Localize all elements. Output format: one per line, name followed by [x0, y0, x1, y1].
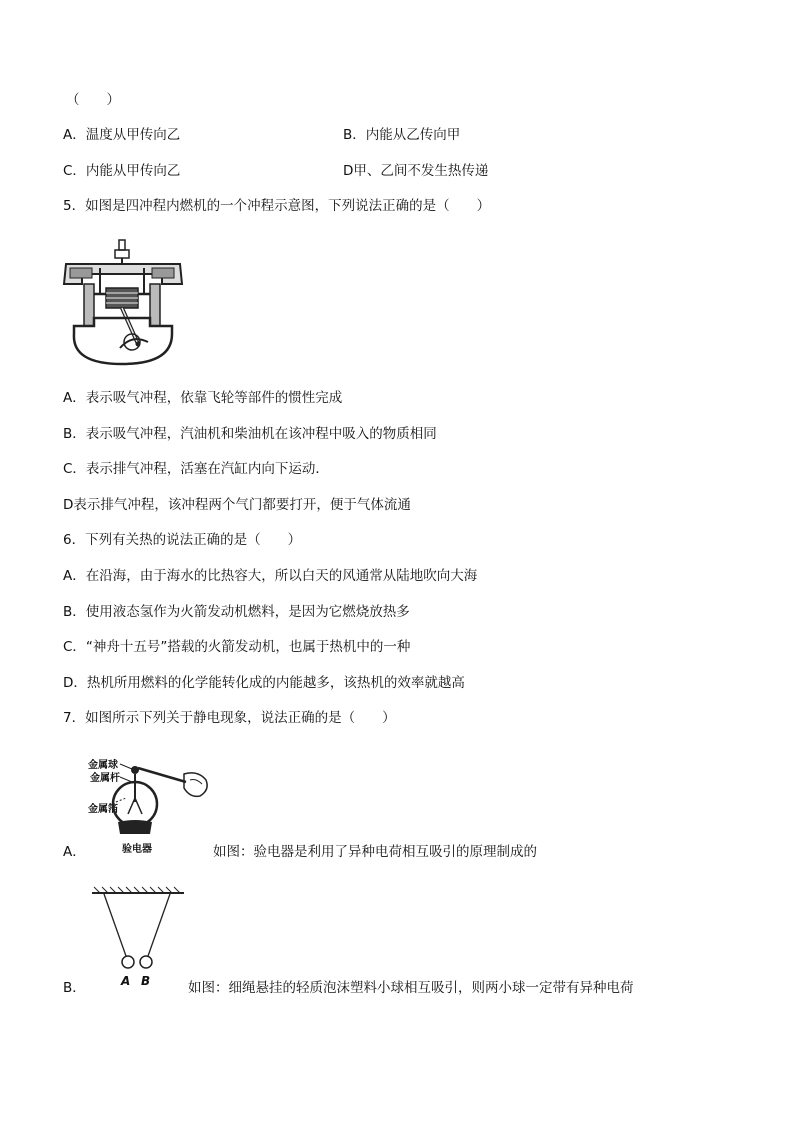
q7-option-b-text: 如图：细绳悬挂的轻质泡沫塑料小球相互吸引，则两小球一定带有异种电荷	[188, 980, 634, 996]
q4-option-c: C．内能从甲传向乙	[63, 163, 181, 179]
q4-option-b: B．内能从乙传向甲	[343, 127, 461, 143]
q6-option-c: C．“神舟十五号”搭载的火箭发动机，也属于热机中的一种	[63, 639, 411, 655]
q5-stem: 5．如图是四冲程内燃机的一个冲程示意图，下列说法正确的是（ ）	[63, 198, 491, 214]
q4-stem-tail: （ ）	[66, 92, 120, 108]
q4-option-d: D甲、乙间不发生热传递	[343, 163, 489, 179]
q5-option-b: B．表示吸气冲程，汽油机和柴油机在该冲程中吸入的物质相同	[63, 426, 437, 442]
q7-option-a-letter: A．	[63, 844, 86, 860]
electroscope-figure	[86, 752, 216, 860]
label-ball-b: B	[141, 974, 151, 988]
q5-option-d: D表示排气冲程，该冲程两个气门都要打开，便于气体流通	[63, 497, 411, 513]
label-electroscope: 验电器	[122, 844, 152, 855]
label-metal-foil: 金属箔	[88, 804, 118, 815]
label-metal-rod: 金属杆	[90, 773, 120, 784]
q6-stem: 6．下列有关热的说法正确的是（ ）	[63, 532, 302, 548]
q7-option-b-letter: B．	[63, 980, 86, 996]
q6-option-d: D．热机所用燃料的化学能转化成的内能越多，该热机的效率就越高	[63, 675, 465, 691]
label-metal-ball: 金属球	[88, 760, 118, 771]
label-ball-a: A	[121, 974, 131, 988]
q5-option-a: A．表示吸气冲程，依靠飞轮等部件的惯性完成	[63, 390, 343, 406]
q6-option-a: A．在沿海，由于海水的比热容大，所以白天的风通常从陆地吹向大海	[63, 568, 478, 584]
q5-option-c: C．表示排气冲程，活塞在汽缸内向下运动．	[63, 461, 329, 477]
engine-stroke-figure	[62, 238, 187, 366]
q6-option-b: B．使用液态氢作为火箭发动机燃料，是因为它燃烧放热多	[63, 604, 410, 620]
q7-stem: 7．如图所示下列关于静电现象，说法正确的是（ ）	[63, 710, 396, 726]
hanging-balls-figure	[88, 886, 188, 992]
q7-option-a-text: 如图：验电器是利用了异种电荷相互吸引的原理制成的	[213, 844, 537, 860]
q4-option-a: A．温度从甲传向乙	[63, 127, 181, 143]
